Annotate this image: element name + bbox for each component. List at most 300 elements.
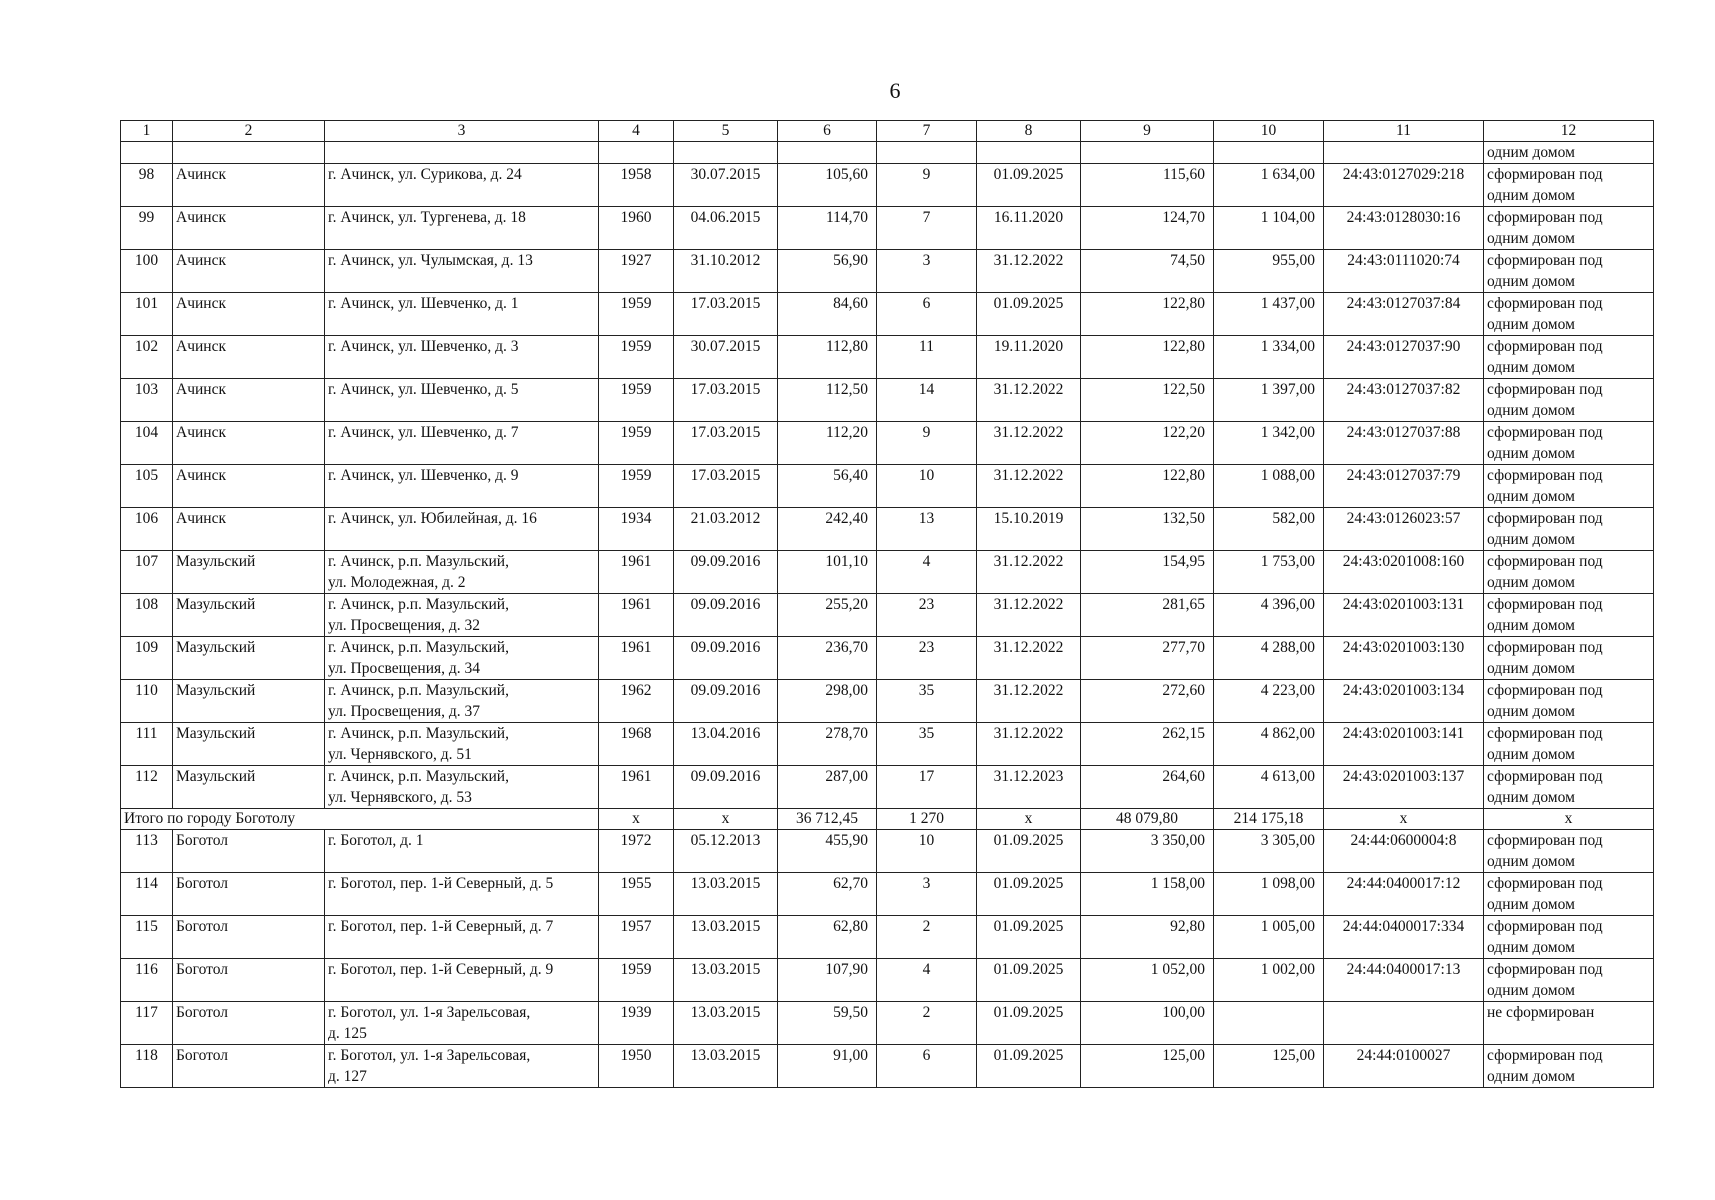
- status-cell-line: одним домом: [1487, 445, 1575, 462]
- address-cell: [325, 873, 599, 916]
- deadline-cell: 01.09.2025: [977, 959, 1081, 1002]
- land-area-cell: 4 862,00: [1214, 723, 1324, 766]
- residents-cell: 3: [877, 250, 977, 293]
- address-cell: [325, 379, 599, 422]
- status-cell-line: сформирован под: [1487, 961, 1603, 978]
- row-number-cell: 104: [121, 422, 173, 465]
- residents-cell: 14: [877, 379, 977, 422]
- address-cell-line: г. Ачинск, ул. Юбилейная, д. 16: [328, 510, 537, 527]
- year-cell: 1957: [599, 916, 674, 959]
- year-cell: 1961: [599, 766, 674, 809]
- municipality-cell: Мазульский: [173, 723, 325, 766]
- row-number-cell: 99: [121, 207, 173, 250]
- residents-cell: 4: [877, 551, 977, 594]
- municipality-cell: Мазульский: [173, 766, 325, 809]
- municipality-cell: Мазульский: [173, 637, 325, 680]
- deadline-cell: 31.12.2022: [977, 637, 1081, 680]
- total-cell: x: [1324, 809, 1484, 830]
- land-area-cell: 4 613,00: [1214, 766, 1324, 809]
- year-cell: 1960: [599, 207, 674, 250]
- status-cell-line: сформирован под: [1487, 1047, 1603, 1064]
- status-cell-line: одним домом: [1487, 617, 1575, 634]
- residents-cell: 2: [877, 1002, 977, 1045]
- municipality-cell: Ачинск: [173, 422, 325, 465]
- year-cell: 1972: [599, 830, 674, 873]
- table-row: [121, 830, 1654, 873]
- deadline-cell: 16.11.2020: [977, 207, 1081, 250]
- municipality-cell: Мазульский: [173, 594, 325, 637]
- land-area-cell: 4 396,00: [1214, 594, 1324, 637]
- deadline-cell: 01.09.2025: [977, 873, 1081, 916]
- area-cell: 236,70: [778, 637, 877, 680]
- status-cell-line: одним домом: [1487, 187, 1575, 204]
- cadastral-number-cell: [1324, 1002, 1484, 1045]
- address-cell-line: г. Боготол, ул. 1-я Зарельсовая,: [328, 1004, 531, 1021]
- status-cell: [1484, 959, 1654, 1002]
- municipality-cell: Ачинск: [173, 379, 325, 422]
- table-row: [121, 465, 1654, 508]
- date-cell: 17.03.2015: [674, 293, 778, 336]
- land-area-cell: [1214, 1002, 1324, 1045]
- address-cell-line: г. Ачинск, р.п. Мазульский,: [328, 682, 509, 699]
- status-cell-line: сформирован под: [1487, 768, 1603, 785]
- row-number-cell: 98: [121, 164, 173, 207]
- status-cell-line: сформирован под: [1487, 596, 1603, 613]
- cadastral-number-cell: 24:43:0126023:57: [1324, 508, 1484, 551]
- land-area-cell: 1 634,00: [1214, 164, 1324, 207]
- cadastral-number-cell: 24:44:0100027: [1324, 1045, 1484, 1088]
- address-cell-line: г. Боготол, ул. 1-я Зарельсовая,: [328, 1047, 531, 1064]
- date-cell: 09.09.2016: [674, 594, 778, 637]
- row-number-cell: 116: [121, 959, 173, 1002]
- address-cell-line: д. 125: [328, 1025, 367, 1042]
- residents-cell: 7: [877, 207, 977, 250]
- date-cell: 17.03.2015: [674, 465, 778, 508]
- land-area-cell: 1 104,00: [1214, 207, 1324, 250]
- municipality-cell: Боготол: [173, 873, 325, 916]
- area2-cell: 281,65: [1081, 594, 1214, 637]
- area-cell: 91,00: [778, 1045, 877, 1088]
- address-cell-line: ул. Просвещения, д. 37: [328, 703, 481, 720]
- land-area-cell: 1 005,00: [1214, 916, 1324, 959]
- year-cell: 1959: [599, 959, 674, 1002]
- table-row: [121, 723, 1654, 766]
- address-cell: [325, 465, 599, 508]
- cadastral-number-cell: 24:44:0600004:8: [1324, 830, 1484, 873]
- residents-cell: 4: [877, 959, 977, 1002]
- housing-register-table: [120, 120, 1654, 1088]
- municipality-cell: Ачинск: [173, 465, 325, 508]
- date-cell: 09.09.2016: [674, 551, 778, 594]
- residents-cell: 9: [877, 164, 977, 207]
- area-cell: 84,60: [778, 293, 877, 336]
- area2-cell: 1 158,00: [1081, 873, 1214, 916]
- area-cell: 62,70: [778, 873, 877, 916]
- status-cell-line: сформирован под: [1487, 725, 1603, 742]
- cadastral-number-cell: 24:43:0201003:137: [1324, 766, 1484, 809]
- residents-cell: 2: [877, 916, 977, 959]
- status-cell-line: одним домом: [1487, 746, 1575, 763]
- year-cell: 1959: [599, 379, 674, 422]
- address-cell: [325, 959, 599, 1002]
- area-cell: 107,90: [778, 959, 877, 1002]
- table-row: [121, 207, 1654, 250]
- total-cell: x: [674, 809, 778, 830]
- total-cell: 36 712,45: [778, 809, 877, 830]
- row-number-cell: 105: [121, 465, 173, 508]
- area2-cell: 272,60: [1081, 680, 1214, 723]
- cadastral-number-cell: 24:43:0127029:218: [1324, 164, 1484, 207]
- area2-cell: 122,80: [1081, 336, 1214, 379]
- land-area-cell: 582,00: [1214, 508, 1324, 551]
- continuation-row: [121, 142, 1654, 164]
- status-cell-line: сформирован под: [1487, 252, 1603, 269]
- area-cell: 112,80: [778, 336, 877, 379]
- municipality-cell: Боготол: [173, 830, 325, 873]
- date-cell: 21.03.2012: [674, 508, 778, 551]
- status-cell-line: одним домом: [1487, 703, 1575, 720]
- address-cell-line: г. Ачинск, р.п. Мазульский,: [328, 553, 509, 570]
- date-cell: 09.09.2016: [674, 766, 778, 809]
- residents-cell: 17: [877, 766, 977, 809]
- date-cell: 13.03.2015: [674, 1045, 778, 1088]
- municipality-cell: Мазульский: [173, 551, 325, 594]
- date-cell: 31.10.2012: [674, 250, 778, 293]
- area2-cell: 122,80: [1081, 465, 1214, 508]
- table-row: [121, 680, 1654, 723]
- cadastral-number-cell: 24:43:0201003:134: [1324, 680, 1484, 723]
- land-area-cell: 1 437,00: [1214, 293, 1324, 336]
- year-cell: 1959: [599, 422, 674, 465]
- column-header: 12: [1484, 121, 1654, 142]
- deadline-cell: 01.09.2025: [977, 916, 1081, 959]
- table-row: [121, 508, 1654, 551]
- status-cell-line: сформирован под: [1487, 338, 1603, 355]
- area2-cell: 1 052,00: [1081, 959, 1214, 1002]
- date-cell: 13.03.2015: [674, 873, 778, 916]
- land-area-cell: 4 288,00: [1214, 637, 1324, 680]
- status-cell-line: одним домом: [1487, 574, 1575, 591]
- date-cell: 17.03.2015: [674, 422, 778, 465]
- area-cell: 455,90: [778, 830, 877, 873]
- year-cell: 1958: [599, 164, 674, 207]
- row-number-cell: 117: [121, 1002, 173, 1045]
- status-cell-line: одним домом: [1487, 982, 1575, 999]
- table-body-achinsk: [121, 142, 1654, 809]
- status-cell: [1484, 250, 1654, 293]
- address-cell-line: г. Ачинск, р.п. Мазульский,: [328, 725, 509, 742]
- residents-cell: 9: [877, 422, 977, 465]
- row-number-cell: 115: [121, 916, 173, 959]
- area-cell: 255,20: [778, 594, 877, 637]
- address-cell: [325, 1002, 599, 1045]
- date-cell: 13.04.2016: [674, 723, 778, 766]
- area2-cell: 125,00: [1081, 1045, 1214, 1088]
- residents-cell: 11: [877, 336, 977, 379]
- municipality-cell: Боготол: [173, 959, 325, 1002]
- area-cell: 114,70: [778, 207, 877, 250]
- status-cell-line: сформирован под: [1487, 639, 1603, 656]
- deadline-cell: 01.09.2025: [977, 830, 1081, 873]
- table-row: [121, 164, 1654, 207]
- land-area-cell: 4 223,00: [1214, 680, 1324, 723]
- address-cell: [325, 594, 599, 637]
- row-number-cell: 106: [121, 508, 173, 551]
- land-area-cell: 1 397,00: [1214, 379, 1324, 422]
- date-cell: 13.03.2015: [674, 916, 778, 959]
- area2-cell: 115,60: [1081, 164, 1214, 207]
- status-cell: [1484, 594, 1654, 637]
- land-area-cell: 1 334,00: [1214, 336, 1324, 379]
- status-cell-line: одним домом: [1487, 853, 1575, 870]
- address-cell: [325, 164, 599, 207]
- date-cell: 05.12.2013: [674, 830, 778, 873]
- address-cell-line: г. Боготол, пер. 1-й Северный, д. 9: [328, 961, 554, 978]
- status-cell: [1484, 873, 1654, 916]
- area2-cell: 264,60: [1081, 766, 1214, 809]
- total-cell: 214 175,18: [1214, 809, 1324, 830]
- address-cell: [325, 680, 599, 723]
- cadastral-number-cell: 24:44:0400017:334: [1324, 916, 1484, 959]
- address-cell-line: г. Боготол, д. 1: [328, 832, 424, 849]
- address-cell-line: г. Ачинск, ул. Сурикова, д. 24: [328, 166, 522, 183]
- address-cell: [325, 723, 599, 766]
- address-cell: [325, 422, 599, 465]
- row-number-cell: 112: [121, 766, 173, 809]
- address-cell: [325, 336, 599, 379]
- column-header: 10: [1214, 121, 1324, 142]
- status-cell: [1484, 723, 1654, 766]
- status-cell-line: одним домом: [1487, 896, 1575, 913]
- status-cell-line: сформирован под: [1487, 295, 1603, 312]
- status-cell-line: сформирован под: [1487, 166, 1603, 183]
- table-row: [121, 916, 1654, 959]
- address-cell-line: г. Ачинск, ул. Шевченко, д. 7: [328, 424, 519, 441]
- cadastral-number-cell: 24:44:0400017:12: [1324, 873, 1484, 916]
- status-cell-line: сформирован под: [1487, 875, 1603, 892]
- residents-cell: 10: [877, 465, 977, 508]
- area-cell: 62,80: [778, 916, 877, 959]
- address-cell: [325, 551, 599, 594]
- residents-cell: 3: [877, 873, 977, 916]
- column-header: 5: [674, 121, 778, 142]
- status-cell: [1484, 637, 1654, 680]
- residents-cell: 10: [877, 830, 977, 873]
- area2-cell: 74,50: [1081, 250, 1214, 293]
- year-cell: 1961: [599, 594, 674, 637]
- status-cell: [1484, 680, 1654, 723]
- row-number-cell: 110: [121, 680, 173, 723]
- deadline-cell: 31.12.2022: [977, 680, 1081, 723]
- row-number-cell: 109: [121, 637, 173, 680]
- row-number-cell: 111: [121, 723, 173, 766]
- deadline-cell: 31.12.2022: [977, 250, 1081, 293]
- cadastral-number-cell: 24:43:0127037:90: [1324, 336, 1484, 379]
- status-cell-line: одним домом: [1487, 660, 1575, 677]
- deadline-cell: 19.11.2020: [977, 336, 1081, 379]
- year-cell: 1939: [599, 1002, 674, 1045]
- date-cell: 09.09.2016: [674, 637, 778, 680]
- total-label: Итого по городу Боготолу: [121, 809, 599, 830]
- status-cell: [1484, 293, 1654, 336]
- area2-cell: 262,15: [1081, 723, 1214, 766]
- page-number: 6: [889, 78, 901, 103]
- date-cell: 09.09.2016: [674, 680, 778, 723]
- municipality-cell: Ачинск: [173, 207, 325, 250]
- residents-cell: 6: [877, 1045, 977, 1088]
- address-cell: [325, 637, 599, 680]
- area2-cell: 122,50: [1081, 379, 1214, 422]
- address-cell: [325, 830, 599, 873]
- area2-cell: 122,80: [1081, 293, 1214, 336]
- cadastral-number-cell: 24:43:0201003:131: [1324, 594, 1484, 637]
- address-cell-line: г. Ачинск, ул. Тургенева, д. 18: [328, 209, 526, 226]
- status-cell: [1484, 164, 1654, 207]
- table-row: [121, 959, 1654, 1002]
- cadastral-number-cell: 24:43:0111020:74: [1324, 250, 1484, 293]
- year-cell: 1962: [599, 680, 674, 723]
- municipality-cell: Боготол: [173, 1002, 325, 1045]
- municipality-cell: Боготол: [173, 1045, 325, 1088]
- total-cell: 48 079,80: [1081, 809, 1214, 830]
- address-cell-line: г. Ачинск, ул. Шевченко, д. 1: [328, 295, 519, 312]
- year-cell: 1959: [599, 465, 674, 508]
- total-row: [121, 809, 1654, 830]
- deadline-cell: 31.12.2022: [977, 465, 1081, 508]
- land-area-cell: 1 002,00: [1214, 959, 1324, 1002]
- status-cell: [1484, 766, 1654, 809]
- table-row: [121, 766, 1654, 809]
- status-cell-line: одним домом: [1487, 488, 1575, 505]
- address-cell-line: г. Ачинск, ул. Шевченко, д. 9: [328, 467, 519, 484]
- year-cell: 1950: [599, 1045, 674, 1088]
- column-header: 3: [325, 121, 599, 142]
- address-cell: [325, 1045, 599, 1088]
- land-area-cell: 1 098,00: [1214, 873, 1324, 916]
- area2-cell: 100,00: [1081, 1002, 1214, 1045]
- municipality-cell: Ачинск: [173, 250, 325, 293]
- address-cell-line: ул. Просвещения, д. 32: [328, 617, 481, 634]
- address-cell-line: г. Боготол, пер. 1-й Северный, д. 5: [328, 875, 554, 892]
- year-cell: 1968: [599, 723, 674, 766]
- column-header: 4: [599, 121, 674, 142]
- residents-cell: 35: [877, 680, 977, 723]
- total-cell: x: [599, 809, 674, 830]
- cadastral-number-cell: 24:43:0127037:82: [1324, 379, 1484, 422]
- status-cell-line: одним домом: [1487, 273, 1575, 290]
- status-cell-line: сформирован под: [1487, 832, 1603, 849]
- area-cell: 112,20: [778, 422, 877, 465]
- address-cell-line: г. Ачинск, р.п. Мазульский,: [328, 596, 509, 613]
- status-cell-line: одним домом: [1487, 316, 1575, 333]
- status-cell-line: сформирован под: [1487, 209, 1603, 226]
- year-cell: 1934: [599, 508, 674, 551]
- area-cell: 298,00: [778, 680, 877, 723]
- status-cell: [1484, 207, 1654, 250]
- area2-cell: 124,70: [1081, 207, 1214, 250]
- date-cell: 30.07.2015: [674, 336, 778, 379]
- municipality-cell: Боготол: [173, 916, 325, 959]
- residents-cell: 35: [877, 723, 977, 766]
- table-row: [121, 293, 1654, 336]
- cadastral-number-cell: 24:43:0201003:141: [1324, 723, 1484, 766]
- table-body-bogotol: [121, 830, 1654, 1088]
- municipality-cell: Мазульский: [173, 680, 325, 723]
- cadastral-number-cell: 24:43:0201003:130: [1324, 637, 1484, 680]
- cadastral-number-cell: 24:43:0127037:84: [1324, 293, 1484, 336]
- area-cell: 59,50: [778, 1002, 877, 1045]
- municipality-cell: Ачинск: [173, 336, 325, 379]
- status-cell-line: одним домом: [1487, 789, 1575, 806]
- cadastral-number-cell: 24:43:0127037:79: [1324, 465, 1484, 508]
- total-cell: x: [1484, 809, 1654, 830]
- address-cell-line: г. Ачинск, ул. Шевченко, д. 3: [328, 338, 519, 355]
- status-cell-line: одним домом: [1487, 939, 1575, 956]
- status-cell-line: сформирован под: [1487, 381, 1603, 398]
- municipality-cell: Ачинск: [173, 508, 325, 551]
- deadline-cell: 01.09.2025: [977, 293, 1081, 336]
- total-cell: x: [977, 809, 1081, 830]
- status-cell: [1484, 1045, 1654, 1088]
- area2-cell: 92,80: [1081, 916, 1214, 959]
- cadastral-number-cell: 24:43:0128030:16: [1324, 207, 1484, 250]
- column-header: 2: [173, 121, 325, 142]
- date-cell: 13.03.2015: [674, 959, 778, 1002]
- row-number-cell: 107: [121, 551, 173, 594]
- year-cell: 1955: [599, 873, 674, 916]
- status-cell: [1484, 422, 1654, 465]
- land-area-cell: 1 753,00: [1214, 551, 1324, 594]
- status-cell: [1484, 465, 1654, 508]
- area2-cell: 122,20: [1081, 422, 1214, 465]
- address-cell-line: г. Ачинск, р.п. Мазульский,: [328, 639, 509, 656]
- status-cell: [1484, 508, 1654, 551]
- row-number-cell: 113: [121, 830, 173, 873]
- area2-cell: 154,95: [1081, 551, 1214, 594]
- status-cell-line: сформирован под: [1487, 424, 1603, 441]
- address-cell-line: ул. Просвещения, д. 34: [328, 660, 481, 677]
- land-area-cell: 955,00: [1214, 250, 1324, 293]
- year-cell: 1961: [599, 551, 674, 594]
- row-number-cell: 114: [121, 873, 173, 916]
- table-row: [121, 336, 1654, 379]
- status-cell-line: одним домом: [1487, 1068, 1575, 1085]
- area-cell: 287,00: [778, 766, 877, 809]
- land-area-cell: 1 342,00: [1214, 422, 1324, 465]
- residents-cell: 23: [877, 594, 977, 637]
- address-cell-line: ул. Молодежная, д. 2: [328, 574, 466, 591]
- table-row: [121, 873, 1654, 916]
- date-cell: 30.07.2015: [674, 164, 778, 207]
- address-cell-line: г. Ачинск, р.п. Мазульский,: [328, 768, 509, 785]
- status-cell-line: сформирован под: [1487, 553, 1603, 570]
- row-number-cell: 118: [121, 1045, 173, 1088]
- deadline-cell: 31.12.2022: [977, 594, 1081, 637]
- deadline-cell: 15.10.2019: [977, 508, 1081, 551]
- residents-cell: 6: [877, 293, 977, 336]
- address-cell-line: г. Ачинск, ул. Шевченко, д. 5: [328, 381, 519, 398]
- address-cell-line: г. Боготол, пер. 1-й Северный, д. 7: [328, 918, 554, 935]
- deadline-cell: 01.09.2025: [977, 1045, 1081, 1088]
- deadline-cell: 31.12.2022: [977, 379, 1081, 422]
- column-header: 1: [121, 121, 173, 142]
- table-row: [121, 551, 1654, 594]
- residents-cell: 23: [877, 637, 977, 680]
- address-cell: [325, 508, 599, 551]
- address-cell: [325, 766, 599, 809]
- table-total-section: [121, 809, 1654, 830]
- area-cell: 112,50: [778, 379, 877, 422]
